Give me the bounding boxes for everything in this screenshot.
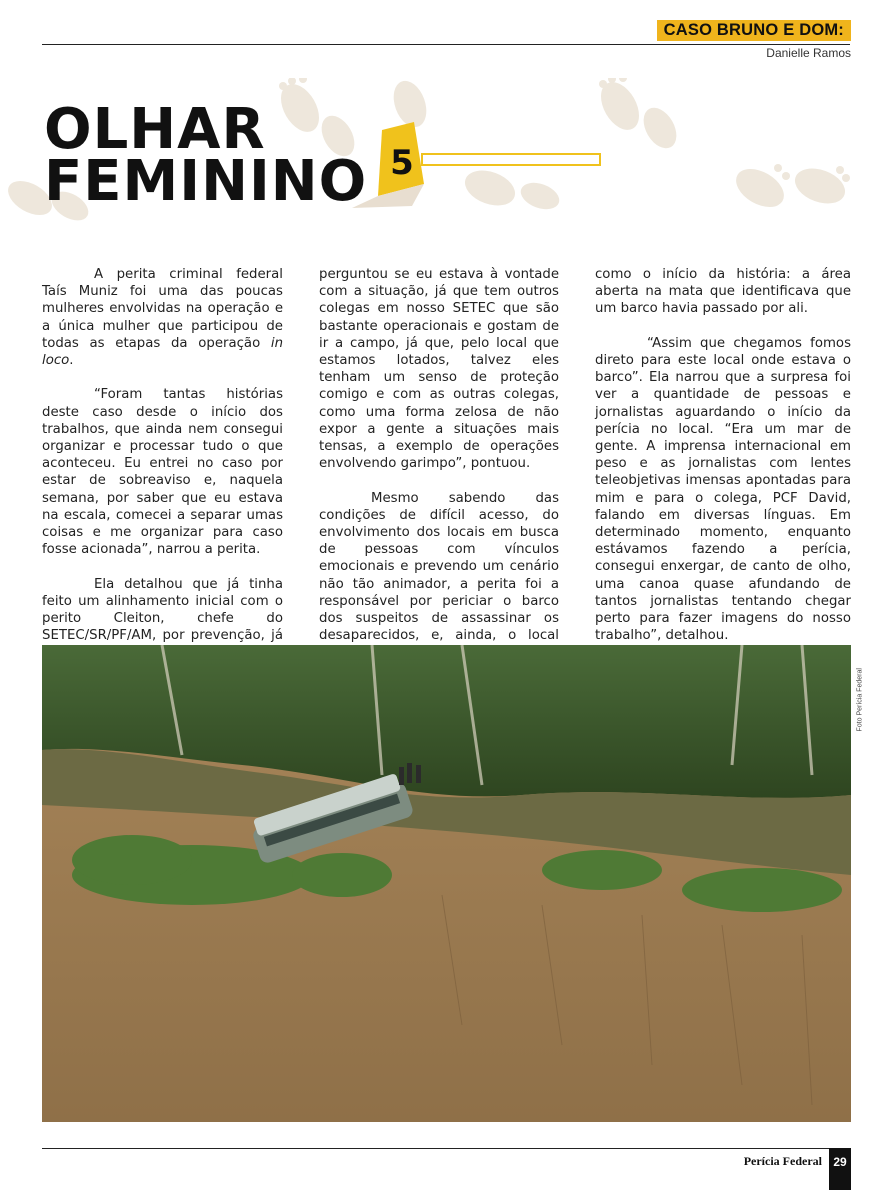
title-line-1: OLHAR bbox=[44, 97, 266, 162]
column-2 bbox=[319, 266, 559, 679]
paragraph: perguntou se eu estava à vontade com a situação, já que tem outros colegas em nosso SETEC que são bastante operacionais e gostam de ir a campo, já que, pelo local que estamos lotados, talvez eles tenham um senso de proteção comigo e com as outras colegas, como uma forma zelosa de não expor a gente a situações mais tensas, a exemplo de operações envolvendo garimpo”, pontuou. bbox=[319, 267, 559, 472]
paragraph: Ela detalhou que já tinha feito um alinhamento inicial com o perito Cleiton, chefe do SETEC/SR/PF/AM, por prevenção, já bbox=[42, 576, 283, 644]
evidence-marker-number: 5 bbox=[390, 143, 414, 183]
paragraph: Mesmo sabendo das condições de difícil acesso, do envolvimento dos locais em busca de pessoas com vínculos emocionais e prevendo um cenário não tão animador, a perita foi a responsável por periciar o barco dos suspeitos de assassinar os desaparecidos, e, ainda, o local bbox=[319, 490, 559, 644]
title-line-2: FEMININO bbox=[44, 149, 368, 214]
section-tag: CASO BRUNO E DOM: bbox=[657, 20, 851, 41]
footer-rule bbox=[42, 1148, 850, 1149]
column-1 bbox=[42, 266, 283, 696]
paragraph: como o início da história: a área aberta na mata que identificava que um barco havia passado por ali. bbox=[595, 267, 851, 317]
column-3 bbox=[595, 266, 851, 662]
page-number: 29 bbox=[829, 1148, 851, 1190]
author-byline: Danielle Ramos bbox=[766, 46, 851, 60]
evidence-marker bbox=[352, 122, 612, 212]
article-photo bbox=[42, 645, 851, 1122]
paragraph: “Foram tantas histórias deste caso desde o início dos trabalhos, que ainda nem consegui organizar e processar tudo o que aconteceu. Eu entrei no caso por estar de sobreaviso e, naquela semana, por saber que eu estava na escala, comecei a separar umas coisas e me organizar para caso fosse acionada”, narrou a perita. bbox=[42, 387, 283, 558]
paragraph: “Assim que chegamos fomos direto para este local onde estava o barco”. Ela narrou que a surpresa foi ver a quantidade de pessoas e jornalistas aguardando o início da perícia no local. “Era um mar de gente. A imprensa internacional em peso e as jornalistas com lentes teleobjetivas imensas apontadas para mim e para o colega, PCF David, falando em diversas línguas. Em determinado momento, enquanto estávamos fazendo a perícia, consegui enxergar, de canto de olho, uma canoa quase afundando de tantos jornalistas tentando chegar perto para fazer imagens do nosso trabalho”, detalhou. bbox=[595, 335, 851, 644]
header-rule bbox=[42, 44, 850, 45]
paragraph: A perita criminal federal Taís Muniz foi uma das poucas mulheres envolvidas na operação e a única mulher que participou de todas as etapas da operação in loco. bbox=[42, 267, 283, 369]
publication-name: Perícia Federal bbox=[743, 1154, 822, 1168]
photo-credit: Foto Perícia Federal bbox=[856, 668, 864, 732]
article-title bbox=[44, 97, 368, 214]
